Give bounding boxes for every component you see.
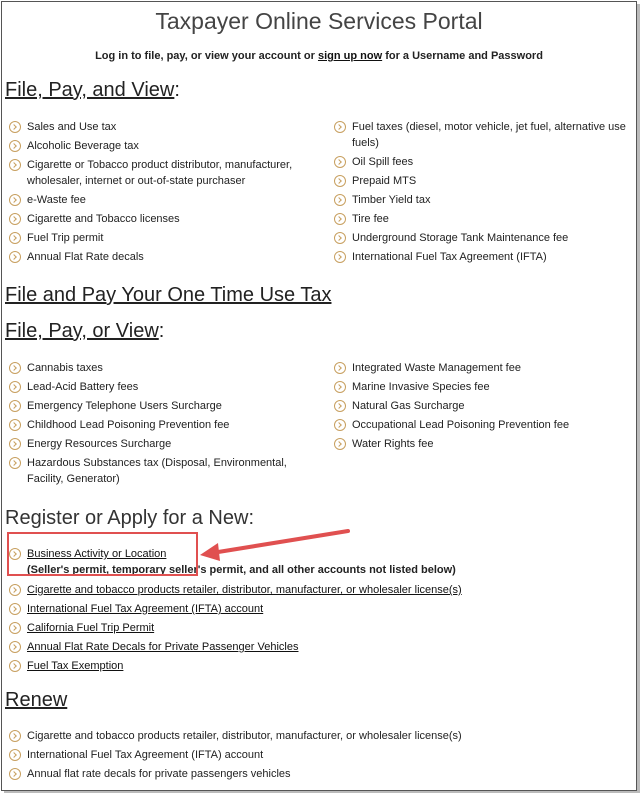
list-item[interactable] xyxy=(5,417,315,433)
list-item[interactable] xyxy=(330,398,630,414)
list-item[interactable] xyxy=(5,249,305,265)
item-link[interactable]: Cigarette and tobacco products retailer, distributor, manufacturer, or wholesaler license(s) xyxy=(27,584,462,596)
item-label: Tire fee xyxy=(352,213,389,225)
list-item[interactable] xyxy=(5,138,305,154)
item-label: Annual Flat Rate decals xyxy=(27,251,144,263)
item-label: Childhood Lead Poisoning Prevention fee xyxy=(27,419,230,431)
login-prompt-text: Log in to file, pay, or view your account or xyxy=(95,50,318,62)
item-label: Integrated Waste Management fee xyxy=(352,362,521,374)
item-link[interactable]: Fuel Tax Exemption xyxy=(27,660,124,672)
page-title: Taxpayer Online Services Portal xyxy=(155,8,483,34)
chevron-circle-icon xyxy=(334,419,346,431)
list-item[interactable] xyxy=(330,173,630,189)
chevron-circle-icon xyxy=(334,232,346,244)
list-item[interactable] xyxy=(330,360,630,376)
section1-right-list xyxy=(330,119,630,268)
list-item xyxy=(5,582,635,598)
item-label: Alcoholic Beverage tax xyxy=(27,140,139,152)
chevron-circle-icon xyxy=(9,251,21,263)
list-item[interactable] xyxy=(330,154,630,170)
item-label: Cigarette or Tobacco product distributor, manufacturer, wholesaler, internet or out-of-state purchaser xyxy=(27,159,293,187)
chevron-circle-icon xyxy=(334,362,346,374)
list-item[interactable] xyxy=(5,766,635,782)
item-label: Hazardous Substances tax (Disposal, Environmental, Facility, Generator) xyxy=(27,457,287,485)
chevron-circle-icon xyxy=(334,121,346,133)
chevron-circle-icon xyxy=(9,194,21,206)
chevron-circle-icon xyxy=(9,213,21,225)
chevron-circle-icon xyxy=(9,419,21,431)
list-item[interactable] xyxy=(330,119,630,151)
item-label: Energy Resources Surcharge xyxy=(27,438,172,450)
chevron-circle-icon xyxy=(9,457,21,469)
list-item[interactable] xyxy=(5,211,305,227)
login-prompt xyxy=(2,50,636,62)
list-item[interactable] xyxy=(5,398,315,414)
chevron-circle-icon xyxy=(334,213,346,225)
chevron-circle-icon xyxy=(9,400,21,412)
chevron-circle-icon xyxy=(334,194,346,206)
chevron-circle-icon xyxy=(9,381,21,393)
chevron-circle-icon xyxy=(9,584,21,596)
list-item[interactable] xyxy=(5,360,315,376)
chevron-circle-icon xyxy=(9,232,21,244)
item-label: Sales and Use tax xyxy=(27,121,117,133)
item-label: Cannabis taxes xyxy=(27,362,103,374)
register-links-list xyxy=(5,582,635,677)
item-label: Oil Spill fees xyxy=(352,156,414,168)
chevron-circle-icon xyxy=(334,156,346,168)
list-item[interactable] xyxy=(5,747,635,763)
list-item[interactable] xyxy=(5,455,315,487)
item-label: Annual flat rate decals for private passengers vehicles xyxy=(27,768,291,780)
chevron-circle-icon xyxy=(9,603,21,615)
item-label: Emergency Telephone Users Surcharge xyxy=(27,400,222,412)
register-heading: Register or Apply for a New: xyxy=(5,507,254,529)
item-label: Lead-Acid Battery fees xyxy=(27,381,139,393)
item-label: Water Rights fee xyxy=(352,438,434,450)
chevron-circle-icon xyxy=(9,438,21,450)
chevron-circle-icon xyxy=(9,121,21,133)
section2-right-list xyxy=(330,360,630,455)
list-item[interactable] xyxy=(330,192,630,208)
list-item[interactable] xyxy=(5,192,305,208)
sign-up-link[interactable]: sign up now xyxy=(317,50,383,62)
login-prompt-text-end: for a Username and Password xyxy=(382,50,543,62)
chevron-circle-icon xyxy=(9,749,21,761)
list-item[interactable] xyxy=(5,157,305,189)
item-label: Occupational Lead Poisoning Prevention fee xyxy=(352,419,570,431)
list-item xyxy=(5,658,635,674)
item-label: Prepaid MTS xyxy=(352,175,417,187)
list-item[interactable] xyxy=(5,119,305,135)
chevron-circle-icon xyxy=(9,622,21,634)
annotation-arrow xyxy=(198,527,358,567)
chevron-circle-icon xyxy=(334,251,346,263)
highlight-box xyxy=(7,532,198,576)
item-label: International Fuel Tax Agreement (IFTA) account xyxy=(27,749,264,761)
item-label: Marine Invasive Species fee xyxy=(352,381,490,393)
business-activity-note: (Seller's permit, temporary seller's permit, and all other accounts not listed below) xyxy=(27,564,456,576)
list-item[interactable] xyxy=(330,249,630,265)
item-link[interactable]: Annual Flat Rate Decals for Private Passenger Vehicles xyxy=(27,641,299,653)
chevron-circle-icon xyxy=(9,362,21,374)
section-file-pay-or-view-heading: File, Pay, or View: xyxy=(5,320,165,342)
list-item[interactable] xyxy=(330,211,630,227)
item-label: Fuel taxes (diesel, motor vehicle, jet fuel, alternative use fuels) xyxy=(352,121,626,149)
list-item[interactable] xyxy=(330,230,630,246)
chevron-circle-icon xyxy=(9,730,21,742)
one-time-use-tax-heading[interactable]: File and Pay Your One Time Use Tax xyxy=(5,284,332,306)
list-item[interactable] xyxy=(5,436,315,452)
item-label: Cigarette and Tobacco licenses xyxy=(27,213,180,225)
chevron-circle-icon xyxy=(9,641,21,653)
item-label: Cigarette and tobacco products retailer, distributor, manufacturer, or wholesaler license(s) xyxy=(27,730,462,742)
renew-heading: Renew xyxy=(5,689,68,711)
chevron-circle-icon xyxy=(9,140,21,152)
item-label: Underground Storage Tank Maintenance fee xyxy=(352,232,569,244)
item-link[interactable]: International Fuel Tax Agreement (IFTA) account xyxy=(27,603,264,615)
renew-list xyxy=(5,728,635,785)
portal-frame xyxy=(1,1,637,791)
list-item xyxy=(5,639,635,655)
list-item[interactable] xyxy=(330,379,630,395)
chevron-circle-icon xyxy=(334,175,346,187)
item-link[interactable]: California Fuel Trip Permit xyxy=(27,622,155,634)
item-label: Timber Yield tax xyxy=(352,194,431,206)
list-item[interactable] xyxy=(330,417,630,433)
section-file-pay-view-heading: File, Pay, and View: xyxy=(5,79,180,101)
item-label: International Fuel Tax Agreement (IFTA) xyxy=(352,251,547,263)
list-item[interactable] xyxy=(330,436,630,452)
item-label: Fuel Trip permit xyxy=(27,232,104,244)
chevron-circle-icon xyxy=(334,381,346,393)
chevron-circle-icon xyxy=(334,438,346,450)
list-item xyxy=(5,601,635,617)
chevron-circle-icon xyxy=(9,768,21,780)
business-activity-link[interactable]: Business Activity or Location xyxy=(27,548,167,560)
list-item[interactable] xyxy=(5,230,305,246)
list-item[interactable] xyxy=(5,379,315,395)
section2-left-list xyxy=(5,360,315,490)
chevron-circle-icon xyxy=(334,400,346,412)
chevron-circle-icon xyxy=(9,159,21,171)
item-label: e-Waste fee xyxy=(27,194,86,206)
section1-left-list xyxy=(5,119,305,268)
list-item[interactable] xyxy=(5,728,635,744)
list-item xyxy=(5,620,635,636)
chevron-circle-icon xyxy=(9,660,21,672)
item-label: Natural Gas Surcharge xyxy=(352,400,465,412)
